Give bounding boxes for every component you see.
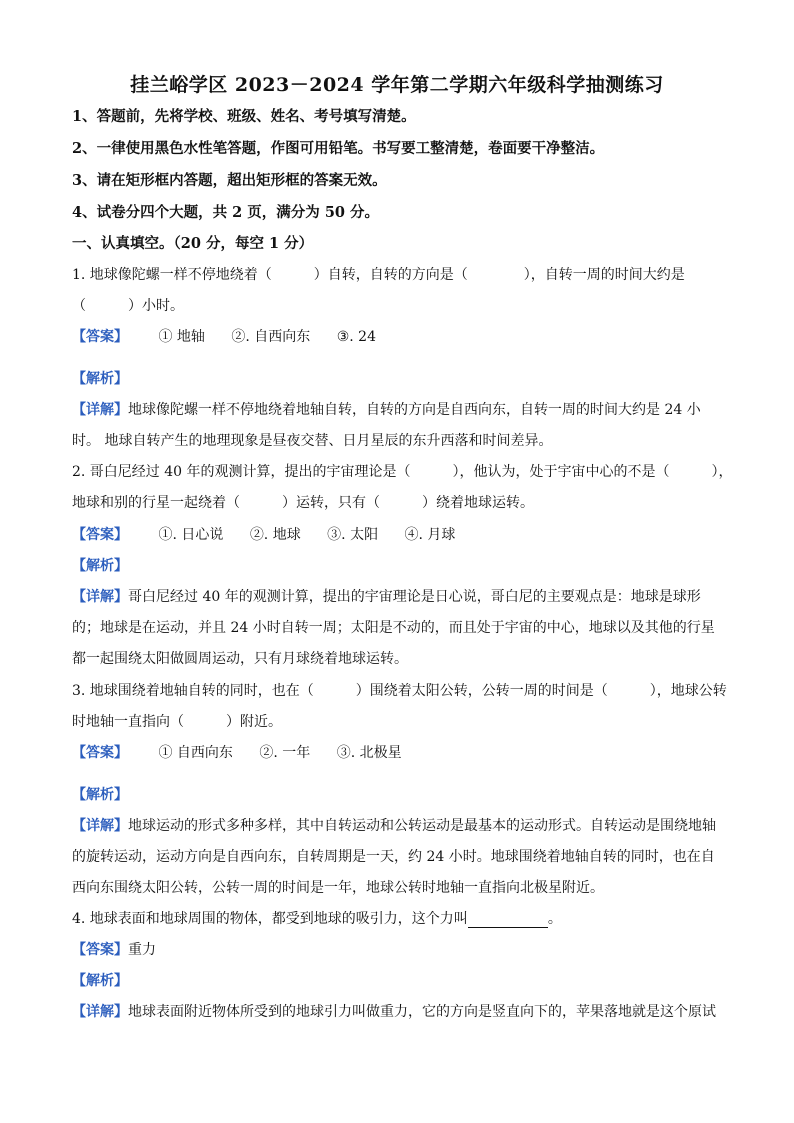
detail-label: 【详解】 (72, 818, 128, 834)
instruction-4: 4、试卷分四个大题，共 2 页，满分为 50 分。 (72, 204, 380, 221)
section-heading: 一、认真填空。（20 分，每空 1 分） (72, 235, 314, 252)
q2-answer-1: ①. 日心说 (158, 527, 224, 543)
q2-answer-row (72, 526, 477, 544)
q1-detail-line1: 【详解】地球像陀螺一样不停地绕着地轴自转，自转的方向是自西向东，自转一周的时间大约是 24 小 (72, 402, 701, 418)
q3-answer-1: ① 自西向东 (158, 745, 233, 761)
q3-answer-row (72, 744, 424, 762)
answer-label: 【答案】 (72, 329, 128, 345)
analysis-label: 【解析】 (72, 787, 128, 803)
q3-text-line1: 3. 地球围绕着地轴自转的同时，也在（ ）围绕着太阳公转，公转一周的时间是（ ），地球公转 (72, 683, 727, 699)
answer-blank (468, 913, 548, 928)
q1-answer-1: ① 地轴 (158, 329, 205, 345)
q3-answer-2: ②. 一年 (259, 745, 311, 761)
analysis-label: 【解析】 (72, 558, 128, 574)
detail-label: 【详解】 (72, 1004, 128, 1020)
detail-label: 【详解】 (72, 589, 128, 605)
q1-answer-row (72, 328, 398, 346)
instruction-1: 1、答题前，先将学校、班级、姓名、考号填写清楚。 (72, 108, 416, 125)
page-title: 挂兰峪学区 2023－2024 学年第二学期六年级科学抽测练习 (130, 74, 664, 96)
q4-detail-line1: 【详解】地球表面附近物体所受到的地球引力叫做重力，它的方向是竖直向下的，苹果落地就是这个原试 (72, 1004, 716, 1020)
q1-answer-3: ③. 24 (336, 329, 376, 345)
q4-answer-row (72, 941, 156, 959)
answer-label: 【答案】 (72, 745, 128, 761)
analysis-label: 【解析】 (72, 973, 128, 989)
q1-answer-2: ②. 自西向东 (231, 329, 311, 345)
q3-text-line2: 时地轴一直指向（ ）附近。 (72, 714, 282, 730)
q3-answer-3: ③. 北极星 (336, 745, 402, 761)
q2-answer-2: ②. 地球 (249, 527, 301, 543)
answer-label: 【答案】 (72, 527, 128, 543)
q2-text-line1: 2. 哥白尼经过 40 年的观测计算，提出的宇宙理论是（ ），他认为，处于宇宙中心的不是（ ）， (72, 464, 733, 480)
q3-detail-line2: 的旋转运动，运动方向是自西向东，自转周期是一天，约 24 小时。地球围绕着地轴自转的同时，也在自 (72, 849, 715, 865)
instruction-3: 3、请在矩形框内答题，超出矩形框的答案无效。 (72, 172, 387, 189)
q3-detail-line1: 【详解】地球运动的形式多种多样，其中自转运动和公转运动是最基本的运动形式。自转运动是围绕地轴 (72, 818, 716, 834)
q4-answer: 重力 (128, 942, 156, 958)
q4-text-line1: 4. 地球表面和地球周围的物体，都受到地球的吸引力，这个力叫 。 (72, 911, 562, 927)
q1-text-line2: （ ）小时。 (72, 298, 184, 314)
q2-detail-line1: 【详解】哥白尼经过 40 年的观测计算，提出的宇宙理论是日心说，哥白尼的主要观点是：地球是球形 (72, 589, 701, 605)
q2-text-line2: 地球和别的行星一起绕着（ ）运转，只有（ ）绕着地球运转。 (72, 495, 534, 511)
q2-detail-line2: 的；地球是在运动，并且 24 小时自转一周；太阳是不动的，而且处于宇宙的中心，地球以及其他的行星 (72, 620, 715, 636)
answer-label: 【答案】 (72, 942, 128, 958)
q2-detail-line3: 都一起围绕太阳做圆周运动，只有月球绕着地球运转。 (72, 651, 408, 667)
q1-text-line1: 1. 地球像陀螺一样不停地绕着（ ）自转，自转的方向是（ ），自转一周的时间大约是 (72, 267, 685, 283)
detail-label: 【详解】 (72, 402, 128, 418)
instruction-2: 2、一律使用黑色水性笔答题，作图可用铅笔。书写要工整清楚，卷面要干净整洁。 (72, 140, 605, 157)
q3-detail-line3: 西向东围绕太阳公转，公转一周的时间是一年，地球公转时地轴一直指向北极星附近。 (72, 880, 604, 896)
q1-detail-line2: 时。 地球自转产生的地理现象是昼夜交替、日月星辰的东升西落和时间差异。 (72, 433, 553, 449)
q2-answer-3: ③. 太阳 (327, 527, 379, 543)
analysis-label: 【解析】 (72, 371, 128, 387)
q2-answer-4: ④. 月球 (404, 527, 456, 543)
